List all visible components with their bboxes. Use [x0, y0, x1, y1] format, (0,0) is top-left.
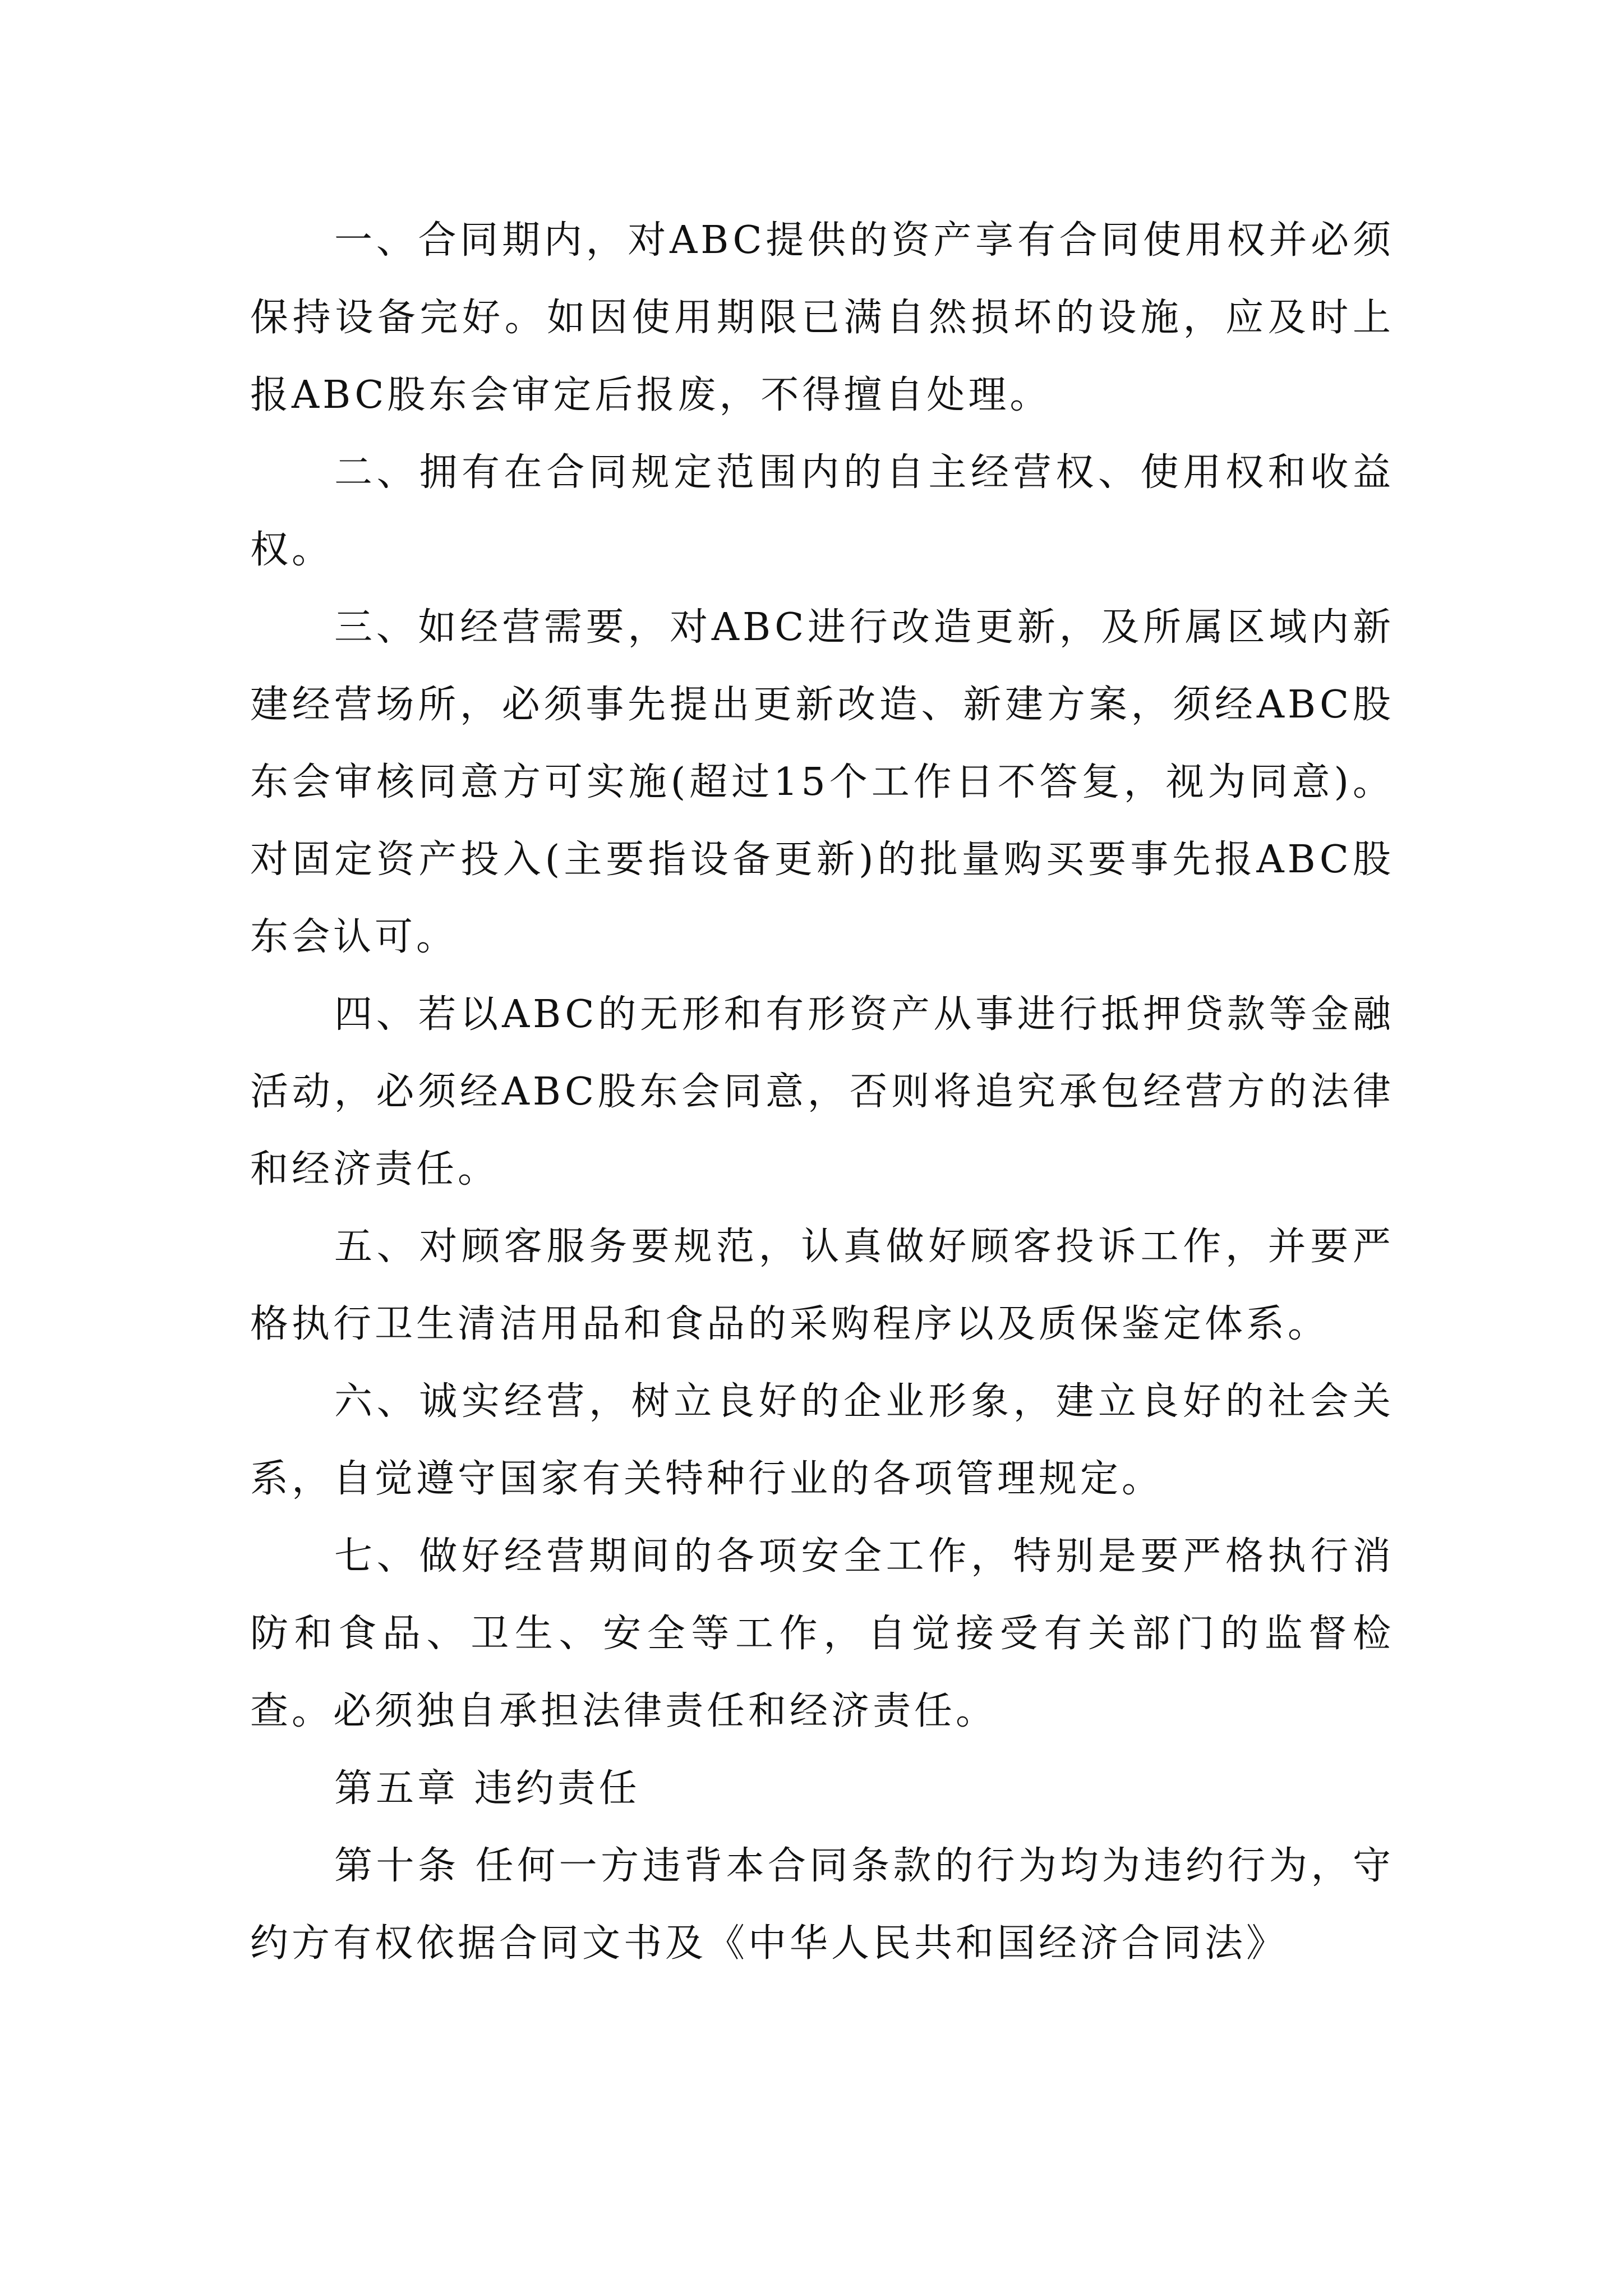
clause-1-paragraph: 一、合同期内，对ABC提供的资产享有合同使用权并必须保持设备完好。如因使用期限已满自然损坏的设施，应及时上报ABC股东会审定后报废，不得擅自处理。: [250, 218, 1394, 417]
clause-6-paragraph: 六、诚实经营，树立良好的企业形象，建立良好的社会关系，自觉遵守国家有关特种行业的各项管理规定。: [250, 1379, 1394, 1501]
clause-3-paragraph: 三、如经营需要，对ABC进行改造更新，及所属区域内新建经营场所，必须事先提出更新改造、新建方案，须经ABC股东会审核同意方可实施(超过15个工作日不答复，视为同意)。对固定资产投入(主要指设备更新)的批量购买要事先报ABC股东会认可。: [250, 605, 1394, 959]
clause-2-paragraph: 二、拥有在合同规定范围内的自主经营权、使用权和收益权。: [250, 450, 1394, 572]
article-10-paragraph: 第十条 任何一方违背本合同条款的行为均为违约行为，守约方有权依据合同文书及《中华人民共和国经济合同法》: [250, 1844, 1394, 1966]
chapter-heading: 第五章 违约责任: [334, 1766, 640, 1811]
document-body: [250, 202, 1394, 1982]
clause-7-paragraph: 七、做好经营期间的各项安全工作，特别是要严格执行消防和食品、卫生、安全等工作，自觉接受有关部门的监督检查。必须独自承担法律责任和经济责任。: [250, 1534, 1394, 1733]
clause-5-paragraph: 五、对顾客服务要规范，认真做好顾客投诉工作，并要严格执行卫生清洁用品和食品的采购程序以及质保鉴定体系。: [250, 1225, 1394, 1346]
clause-4-paragraph: 四、若以ABC的无形和有形资产从事进行抵押贷款等金融活动，必须经ABC股东会同意，否则将追究承包经营方的法律和经济责任。: [250, 992, 1394, 1191]
